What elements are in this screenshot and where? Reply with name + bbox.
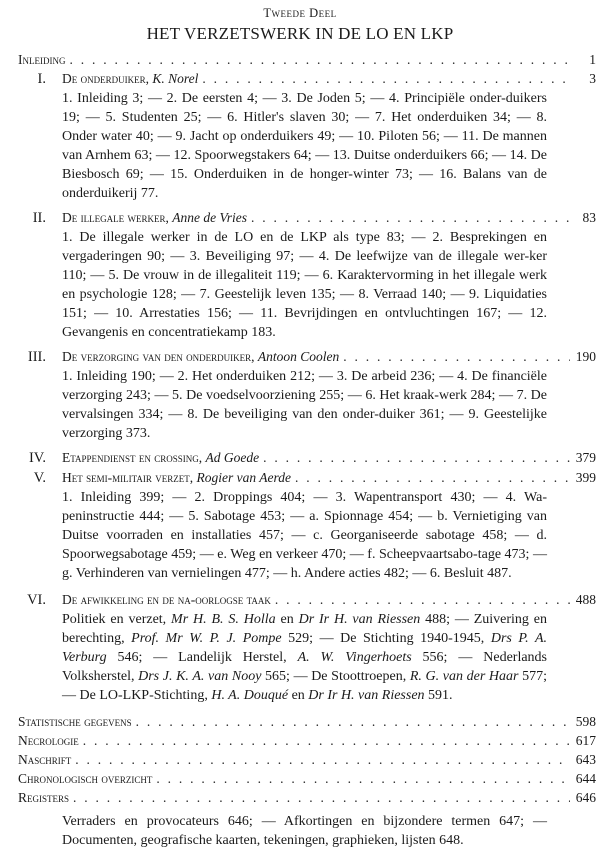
entry-title: De verzorging van den onderduiker,	[62, 349, 255, 364]
entry-title: De illegale werker,	[62, 210, 169, 225]
dot-leader	[343, 347, 570, 366]
section-text: Politiek en verzet,	[62, 612, 172, 627]
toc-entry-chapter	[18, 208, 596, 228]
section-text: 565; — De Stoottroepen,	[261, 669, 410, 684]
toc-entry-chapter	[18, 448, 596, 468]
contributor-name: A. W. Vingerhoets	[297, 650, 412, 665]
entry-title: Inleiding	[18, 52, 66, 67]
entry-author: K. Norel	[152, 71, 199, 86]
registers-contents: Verraders en provocateurs 646; — Afkortingen en bijzondere termen 647; — Documenten, geografische kaarten, tekeningen, graphieken, lijsten 648.	[62, 814, 547, 848]
dot-leader	[83, 731, 570, 750]
toc-entry-chapter	[18, 590, 596, 610]
entry-title: De onderduiker,	[62, 71, 149, 86]
entry-author: Antoon Coolen	[257, 349, 340, 364]
chapter-number: IV.	[28, 450, 46, 466]
entry-title: Chronologisch overzicht	[18, 771, 153, 786]
section-text: 591.	[424, 688, 453, 703]
entry-title: Statistische gegevens	[18, 714, 132, 729]
entry-page: 488	[575, 592, 596, 607]
entry-page: 190	[575, 349, 596, 364]
chapter-number: I.	[37, 71, 46, 87]
dot-leader	[275, 590, 570, 609]
entry-title: Necrologie	[18, 733, 79, 748]
entry-title: Naschrift	[18, 752, 72, 767]
dot-leader	[75, 750, 570, 769]
chapter-number: III.	[27, 349, 46, 365]
part-label: Tweede Deel	[263, 6, 337, 20]
entry-title: Etappendienst en crossing,	[62, 450, 203, 465]
dot-leader	[136, 712, 570, 731]
entry-page: 644	[575, 771, 596, 786]
chapter-contents: 1. Inleiding 3; — 2. De eersten 4; — 3. De Joden 5; — 4. Principiële onder-duikers 19; — 5. Studenten 25; — 6. Hitler's slaven 30; — 7. Het onderduiken 34; — 8. Onder water 40; — 9. Jacht op onderduikers 49; — 10. Piloten 56; — 11. De mannen van Arnhem 63; — 12. Spoorwegstakers 64; — 13. Duitse onderduikers 66; — 14. De Biesbosch 69; — 15. Onderduiken in de honger-winter 73; — 16. Balans van de onderduikerij 77.	[62, 91, 547, 201]
dot-leader	[69, 50, 570, 69]
entry-page: 83	[582, 210, 596, 225]
entry-page: 3	[589, 71, 596, 86]
entry-page: 643	[575, 752, 596, 767]
entry-title: Registers	[18, 790, 70, 805]
section-text: 577; — De LO-LKP-Stichting,	[62, 669, 548, 703]
section-text: 546; — Landelijk Herstel,	[106, 650, 298, 665]
contributor-name: Drs J. K. A. van Nooy	[138, 669, 262, 684]
toc-entry-appendix	[18, 731, 596, 750]
entry-page: 399	[575, 470, 596, 485]
dot-leader	[156, 769, 570, 788]
chapter-contents	[62, 610, 547, 705]
contributor-name: Dr Ir H. van Riessen	[308, 688, 425, 703]
chapter-number: V.	[33, 470, 46, 486]
section-text: 529; — De Stichting 1940-1945,	[281, 631, 491, 646]
entry-author: Anne de Vries	[172, 210, 247, 225]
toc-entry-appendix	[18, 788, 596, 807]
dot-leader	[295, 468, 570, 487]
toc-entry-chapter	[18, 347, 596, 367]
section-text: 556; — Nederlands Volksherstel,	[62, 650, 547, 684]
contributor-name: Mr H. B. S. Holla	[171, 612, 276, 627]
contributor-name: Dr Ir H. van Riessen	[298, 612, 421, 627]
dot-leader	[73, 788, 570, 807]
entry-page: 598	[575, 714, 596, 729]
chapter-contents: 1. De illegale werker in de LO en de LKP als type 83; — 2. Besprekingen en vergaderingen 90; — 3. Beveiliging 97; — 4. De leefwijze van de illegale wer-ker 110; — 5. De vrouw in de illegaliteit 119; — 6. Karaktervorming in het illegale werk en psychologie 128; — 7. Geestelijk leven 135; — 8. Verraad 140; — 9. Liquidaties 151; — 10. Arrestaties 156; — 11. Bevrijdingen en ontvluchtingen 167; — 12. Gevangenis en concentratiekamp 183.	[62, 230, 547, 340]
chapter-contents: 1. Inleiding 190; — 2. Het onderduiken 212; — 3. De arbeid 236; — 4. De financiële verzorging 243; — 5. De voedselvoorziening 255; — 6. Het kraak-werk 284; — 7. De vervalsingen 334; — 8. De beveiliging van den onder-duiker 361; — 9. Geestelijke verzorging 373.	[62, 369, 547, 441]
entry-page: 617	[575, 733, 596, 748]
chapter-number: VI.	[27, 592, 46, 608]
contributor-name: H. A. Douqué	[211, 688, 289, 703]
chapter-number: II.	[32, 210, 46, 226]
dot-leader	[263, 448, 570, 467]
entry-author: Ad Goede	[205, 450, 260, 465]
toc-entry-appendix	[18, 750, 596, 769]
toc-entry-chapter	[18, 69, 596, 89]
toc-entry-chapter	[18, 468, 596, 488]
section-text: en	[275, 612, 299, 627]
contributor-name: Prof. Mr W. P. J. Pompe	[131, 631, 282, 646]
toc-entry-intro	[18, 50, 596, 69]
entry-page: 646	[575, 790, 596, 805]
table-of-contents	[18, 50, 596, 850]
entry-author: Rogier van Aerde	[196, 470, 291, 485]
entry-page: 1	[589, 52, 596, 67]
section-text: en	[288, 688, 309, 703]
dot-leader	[251, 208, 570, 227]
part-title: HET VERZETSWERK IN DE LO EN LKP	[146, 24, 454, 43]
toc-entry-appendix	[18, 769, 596, 788]
toc-entry-appendix	[18, 712, 596, 731]
entry-title: De afwikkeling en de na-oorlogse taak	[62, 592, 271, 607]
contributor-name: R. G. van der Haar	[409, 669, 519, 684]
section-text: 488; — Zuivering en berechting,	[62, 612, 548, 646]
entry-title: Het semi-militair verzet,	[62, 470, 194, 485]
entry-page: 379	[575, 450, 596, 465]
chapter-contents: 1. Inleiding 399; — 2. Droppings 404; — 3. Wapentransport 430; — 4. Wa-peninstructie 444; — 5. Sabotage 453; — a. Spionnage 454; — b. Vernietiging van Duitse voorraden en installaties 457; — c. Georganiseerde sabotage 458; — d. Spoorwegsabotage 459; — e. Weg en verkeer 470; — f. Scheepvaartsabo-tage 473; — g. Verhinderen van vernielingen 477; — h. Andere acties 482; — 6. Besluit 487.	[62, 490, 547, 581]
contributor-name: Drs P. A. Verburg	[62, 631, 547, 665]
dot-leader	[202, 69, 570, 88]
